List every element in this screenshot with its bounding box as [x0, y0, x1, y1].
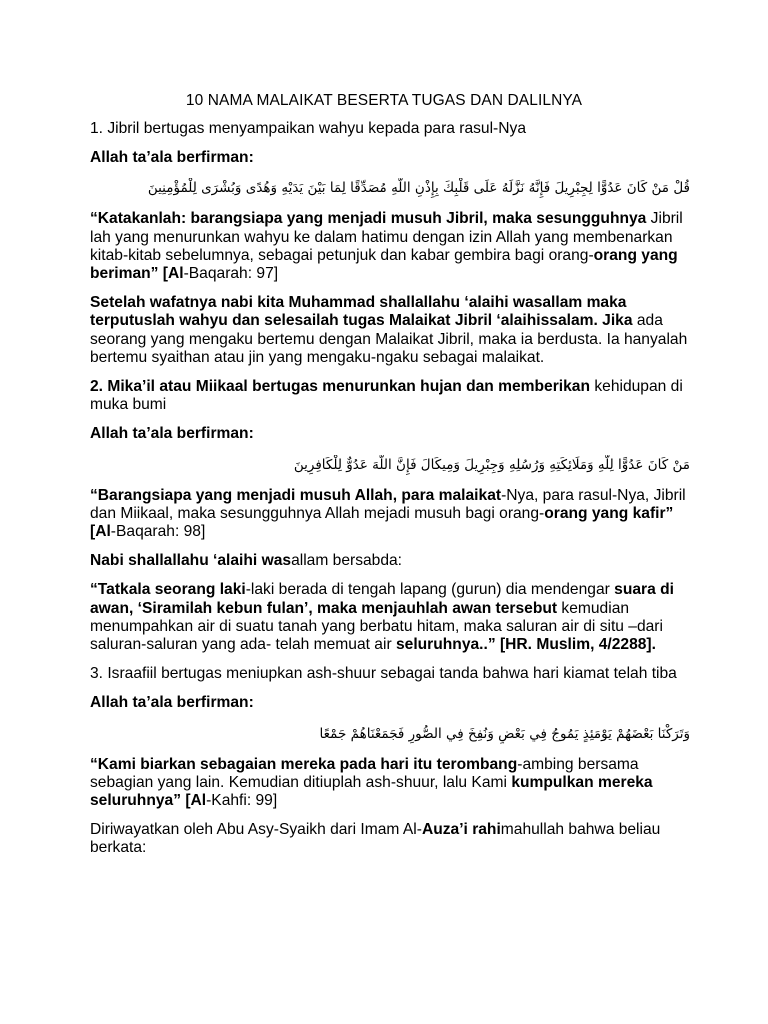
section-2-heading: 2. Mika’il atau Miikaal bertugas menurunkan hujan dan memberikan kehidupan di muka bumi — [90, 378, 683, 414]
section-2-hadith: “Tatkala seorang laki-laki berada di tengah lapang (gurun) dia mendengar suara di awan, ‘Siramilah kebun fulan’, maka menjauhlah awan tersebut kemudian menumpahkan air di suatu tanah yang berbatu hitam, maka saluran air di situ –dari saluran-saluran yang ada- telah memuat air seluruhnya..” [HR. Muslim, 4/2288]. — [90, 581, 674, 654]
page-title: 10 NAMA MALAIKAT BESERTA TUGAS DAN DALILNYA — [185, 92, 583, 109]
section-1-translation: “Katakanlah: barangsiapa yang menjadi musuh Jibril, maka sesungguhnya Jibril lah yang menurunkan wahyu ke dalam hatimu dengan izin Allah yang membenarkan kitab-kitab sebelumnya, sebagai petunjuk dan kabar gembira bagi orang-orang yang beriman” [Al-Baqarah: 97] — [90, 210, 683, 283]
section-1-note: Setelah wafatnya nabi kita Muhammad shallallahu ‘alaihi wasallam maka terputuslah wahyu dan selesailah tugas Malaikat Jibril ‘alaihissalam. Jika ada seorang yang mengaku bertemu dengan Malaikat Jibril, maka ia berdusta. Ia hanyalah bertemu syaithan atau jin yang mengaku-ngaku sebagai malaikat. — [90, 294, 688, 366]
document-body — [90, 120, 690, 869]
section-2-arabic-verse: مَنْ كَانَ عَدُوًّا لِلَّهِ وَمَلَائِكَتِهِ وَرُسُلِهِ وَجِبْرِيلَ وَمِيكَالَ فَإِنَّ اللَّهَ عَدُوٌّ لِلْكَافِرِينَ — [293, 456, 690, 473]
section-1-firman-label: Allah ta’ala berfirman: — [90, 149, 254, 167]
section-2-firman-label: Allah ta’ala berfirman: — [90, 425, 254, 443]
section-3-firman-label: Allah ta’ala berfirman: — [90, 694, 254, 712]
section-1-arabic-verse: قُلْ مَنْ كَانَ عَدُوًّا لِجِبْرِيلَ فَإِنَّهُ نَزَّلَهُ عَلَى قَلْبِكَ بِإِذْنِ اللَّهِ مُصَدِّقًا لِمَا بَيْنَ يَدَيْهِ وَهُدًى وَبُشْرَى لِلْمُؤْمِنِينَ — [147, 180, 690, 197]
section-3-heading: 3. Israafiil bertugas meniupkan ash-shuur sebagai tanda bahwa hari kiamat telah tiba — [90, 665, 677, 683]
section-3-closing: Diriwayatkan oleh Abu Asy-Syaikh dari Imam Al-Auza’i rahimahullah bahwa beliau berkata: — [90, 821, 661, 857]
section-2-translation: “Barangsiapa yang menjadi musuh Allah, para malaikat-Nya, para rasul-Nya, Jibril dan Miikaal, maka sesungguhnya Allah mejadi musuh bagi orang-orang yang kafir” [Al-Baqarah: 98] — [90, 486, 686, 541]
section-3-arabic-verse: وَتَرَكْنَا بَعْضَهُمْ يَوْمَئِذٍ يَمُوجُ فِي بَعْضٍ وَنُفِخَ فِي الصُّورِ فَجَمَعْنَاهُمْ جَمْعًا — [319, 725, 690, 742]
section-1-heading: 1. Jibril bertugas menyampaikan wahyu kepada para rasul-Nya — [90, 120, 526, 137]
section-3-translation: “Kami biarkan sebagaian mereka pada hari itu terombang-ambing bersama sebagian yang lain. Kemudian ditiuplah ash-shuur, lalu Kami kumpulkan mereka seluruhnya” [Al-Kahfi: 99] — [90, 755, 653, 810]
section-2-hadith-intro: Nabi shallallahu ‘alaihi wasallam bersabda: — [90, 552, 403, 570]
